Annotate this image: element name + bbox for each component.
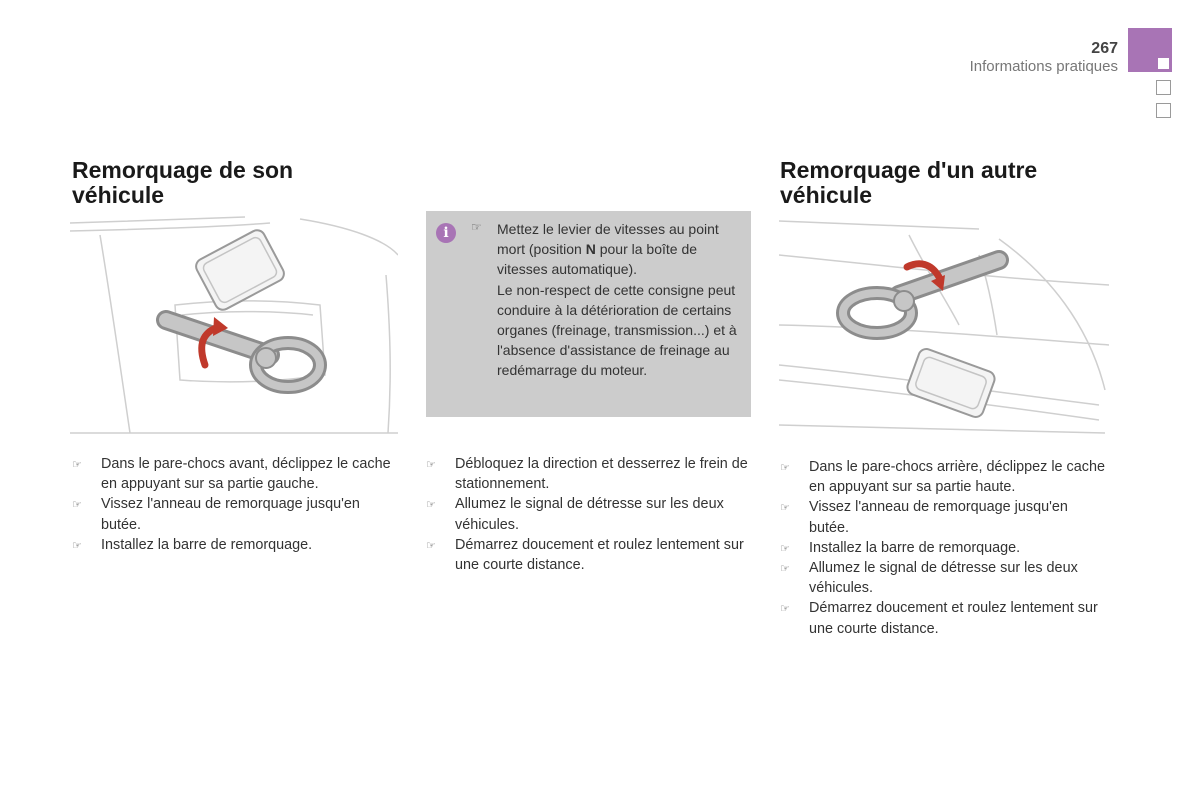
list-item: ☞ Démarrez doucement et roulez lentement sur une courte distance. [780, 600, 1098, 637]
right-title-line2: véhicule [780, 182, 873, 208]
list-item: ☞ Débloquez la direction et desserrez le frein de stationnement. [426, 456, 748, 493]
list-item: ☞ Vissez l'anneau de remorquage jusqu'en butée. [72, 496, 360, 533]
right-title-line1: Remorquage d'un autre [780, 157, 1038, 183]
list-item: ☞ Installez la barre de remorquage. [72, 535, 392, 555]
page-number: 267 [1091, 40, 1118, 57]
list-item: ☞ Dans le pare-chocs arrière, déclippez le cache en appuyant sur sa partie haute. [780, 459, 1105, 496]
list-item: ☞ Allumez le signal de détresse sur les deux véhicules. [426, 496, 724, 533]
hand-pointer-icon: ☞ [72, 459, 82, 471]
list-item: ☞ Installez la barre de remorquage. [780, 538, 1110, 558]
chapter-square [1156, 80, 1171, 95]
right-steps-list [780, 457, 1110, 639]
right-section-title [780, 158, 1037, 208]
hand-pointer-icon: ☞ [426, 499, 436, 512]
middle-steps-list [426, 454, 756, 575]
hand-pointer-icon: ☞ [780, 603, 790, 616]
hand-pointer-icon: ☞ [72, 499, 82, 512]
hand-pointer-icon: ☞ [426, 539, 436, 552]
front-bumper-illustration [70, 215, 398, 437]
hand-pointer-icon: ☞ [426, 459, 436, 471]
info-note-box [426, 211, 751, 417]
rear-bumper-illustration [779, 215, 1109, 437]
list-item: ☞ Démarrez doucement et roulez lentement sur une courte distance. [426, 536, 744, 574]
chapter-square [1156, 103, 1171, 118]
left-steps-list [72, 454, 392, 555]
info-icon: i [436, 223, 456, 243]
left-title-line2: véhicule [72, 182, 165, 208]
hand-pointer-icon: ☞ [780, 502, 790, 515]
hand-pointer-icon: ☞ [780, 542, 790, 555]
left-title-line1: Remorquage de son [72, 157, 294, 183]
chapter-tab [1128, 28, 1172, 72]
left-section-title [72, 158, 293, 208]
page-header [970, 40, 1118, 76]
list-item: ☞ Allumez le signal de détresse sur les deux véhicules. [780, 560, 1078, 597]
section-name: Informations pratiques [969, 58, 1118, 75]
list-item: ☞ Vissez l'anneau de remorquage jusqu'en butée. [780, 499, 1068, 536]
hand-pointer-icon: ☞ [72, 539, 82, 552]
hand-pointer-icon: ☞ [780, 462, 790, 474]
list-item: ☞ Dans le pare-chocs avant, déclippez le cache en appuyant sur sa partie gauche. [72, 456, 391, 493]
hand-pointer-icon: ☞ [780, 563, 790, 576]
current-chapter-marker [1158, 58, 1169, 69]
info-note-text: Mettez le levier de vitesses au point mort (position N pour la boîte de vitesses automatique). Le non-respect de cette consigne peut conduire à la détérioration de certains organes (freinage, transmission...) et à l'absence d'assistance de freinage au redémarrage du moteur. [497, 221, 737, 379]
hand-pointer-icon: ☞ [471, 220, 482, 234]
